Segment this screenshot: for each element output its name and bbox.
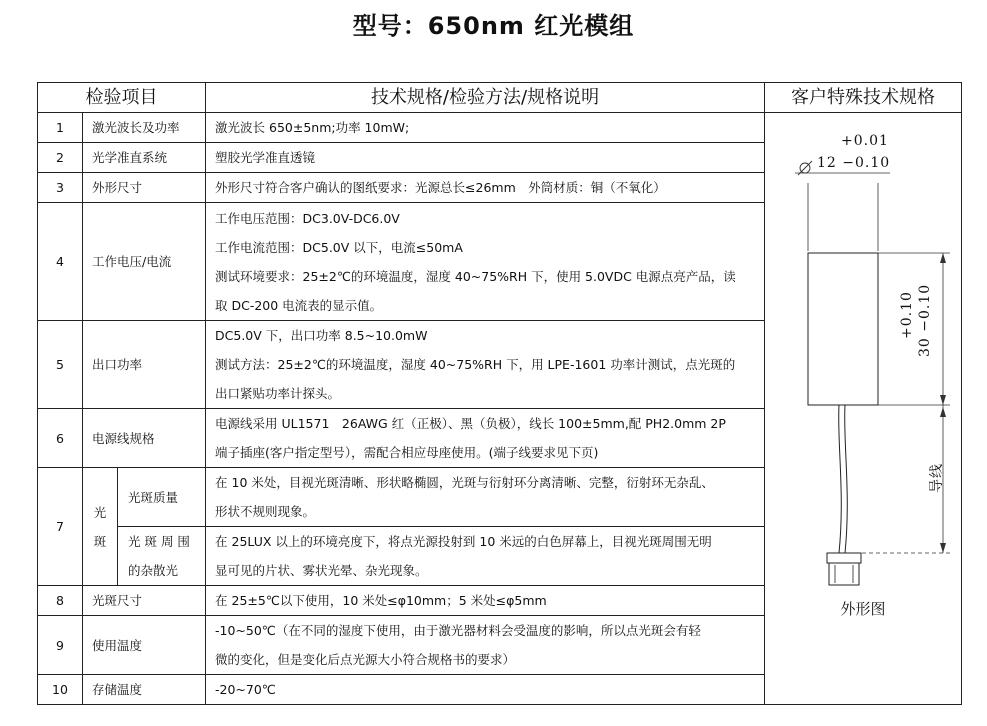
spec-line: 测试方法：25±2℃的环境温度，湿度 40~75%RH 下，用 LPE-1601 功率计测试，点光斑的 xyxy=(215,357,736,372)
diameter-tolerance-upper: +0.01 xyxy=(841,133,889,149)
wire-line-1 xyxy=(839,405,842,553)
spec-line: 外形尺寸符合客户确认的图纸要求：光源总长≤26mm 外筒材质：铜（不氧化） xyxy=(215,180,666,195)
item-name: 光斑尺寸 xyxy=(83,586,206,616)
spec-line: 端子插座(客户指定型号），需配合相应母座使用。(端子线要求见下页) xyxy=(215,445,599,460)
spec-line: 显可见的片状、雾状光晕、杂光现象。 xyxy=(215,563,428,578)
diameter-tolerance-lower: 12 −0.10 xyxy=(817,155,891,171)
row-number: 5 xyxy=(38,321,83,409)
connector-body xyxy=(829,563,859,585)
header-item: 检验项目 xyxy=(38,83,206,113)
page-title: 型号：650nm 红光模组 xyxy=(352,12,635,40)
sub-item-name xyxy=(118,527,206,586)
spec-line: 出口紧贴功率计探头。 xyxy=(215,386,341,401)
spec-line: 塑胶光学准直透镜 xyxy=(215,150,316,165)
item-name: 电源线规格 xyxy=(83,409,206,468)
arrow-up-icon xyxy=(940,253,946,263)
spec-line: 在 10 米处，目视光斑清晰、形状略椭圆，光斑与衍射环分离清晰、完整，衍射环无杂乱、 xyxy=(215,475,714,490)
spec-line: 在 25±5℃以下使用，10 米处≤φ10mm；5 米处≤φ5mm xyxy=(215,593,547,608)
spec-line: DC5.0V 下，出口功率 8.5~10.0mW xyxy=(215,328,428,343)
length-tolerance-lower: 30 −0.10 xyxy=(917,283,934,357)
wire-label: 导线 xyxy=(929,463,946,493)
row-number: 1 xyxy=(38,113,83,143)
item-spec xyxy=(206,409,765,468)
item-spec xyxy=(206,321,765,409)
item-name: 外形尺寸 xyxy=(83,173,206,203)
arrow-down-icon xyxy=(940,543,946,553)
item-spec xyxy=(206,616,765,675)
arrow-up-icon xyxy=(940,407,946,417)
spec-line: 激光波长 650±5nm;功率 10mW; xyxy=(215,120,410,135)
row-number: 3 xyxy=(38,173,83,203)
item-name: 光学准直系统 xyxy=(83,143,206,173)
length-tolerance-upper: +0.10 xyxy=(899,291,916,339)
item-spec xyxy=(206,173,765,203)
header-spec: 技术规格/检验方法/规格说明 xyxy=(206,83,765,113)
item-name-group xyxy=(83,468,118,586)
item-spec xyxy=(206,468,765,527)
sub-item-name: 光斑质量 xyxy=(118,468,206,527)
spec-line: 工作电压范围：DC3.0V-DC6.0V xyxy=(215,210,400,226)
sub-item-name-line: 光 斑 周 围 xyxy=(128,534,190,549)
row-number: 2 xyxy=(38,143,83,173)
item-spec xyxy=(206,143,765,173)
customer-spec-cell xyxy=(765,113,962,705)
sub-item-name-line: 的杂散光 xyxy=(128,563,179,578)
spec-line: 微的变化，但是变化后点光源大小符合规格书的要求） xyxy=(215,652,516,667)
item-name: 工作电压/电流 xyxy=(83,203,206,321)
item-spec xyxy=(206,675,765,705)
header-customer: 客户特殊技术规格 xyxy=(765,83,962,113)
item-name: 使用温度 xyxy=(83,616,206,675)
figure-caption: 外形图 xyxy=(840,600,886,618)
row-number: 4 xyxy=(38,203,83,321)
item-spec xyxy=(206,586,765,616)
item-char: 光 xyxy=(93,504,107,520)
spec-line: 在 25LUX 以上的环境亮度下，将点光源投射到 10 米远的白色屏幕上，目视光斑周围无明 xyxy=(215,534,712,549)
item-name: 存储温度 xyxy=(83,675,206,705)
row-number: 9 xyxy=(38,616,83,675)
connector-top xyxy=(827,553,861,563)
spec-line: 取 DC-200 电流表的显示值。 xyxy=(215,297,383,313)
row-number: 10 xyxy=(38,675,83,705)
item-spec xyxy=(206,113,765,143)
item-name: 出口功率 xyxy=(83,321,206,409)
spec-line: 电源线采用 UL1571 26AWG 红（正极）、黑（负极），线长 100±5mm,配 PH2.0mm 2P xyxy=(215,416,726,431)
wire-line-2 xyxy=(845,405,848,553)
spec-line: -20~70℃ xyxy=(215,682,276,697)
item-name: 激光波长及功率 xyxy=(83,113,206,143)
row-number: 8 xyxy=(38,586,83,616)
item-spec xyxy=(206,203,765,321)
outline-drawing xyxy=(765,113,961,705)
table-row xyxy=(38,113,962,143)
laser-body xyxy=(808,253,878,405)
arrow-down-icon xyxy=(940,395,946,405)
spec-line: 工作电流范围：DC5.0V 以下，电流≤50mA xyxy=(215,239,463,255)
item-spec xyxy=(206,527,765,586)
row-number: 6 xyxy=(38,409,83,468)
spec-line: -10~50℃（在不同的湿度下使用，由于激光器材料会受温度的影响，所以点光斑会有轻 xyxy=(215,623,701,638)
spec-line: 形状不规则现象。 xyxy=(215,504,316,519)
item-char: 斑 xyxy=(93,533,107,549)
spec-line: 测试环境要求：25±2℃的环境温度，湿度 40~75%RH 下，使用 5.0VDC 电源点亮产品，读 xyxy=(215,268,736,284)
spec-table xyxy=(37,82,962,705)
row-number: 7 xyxy=(38,468,83,586)
